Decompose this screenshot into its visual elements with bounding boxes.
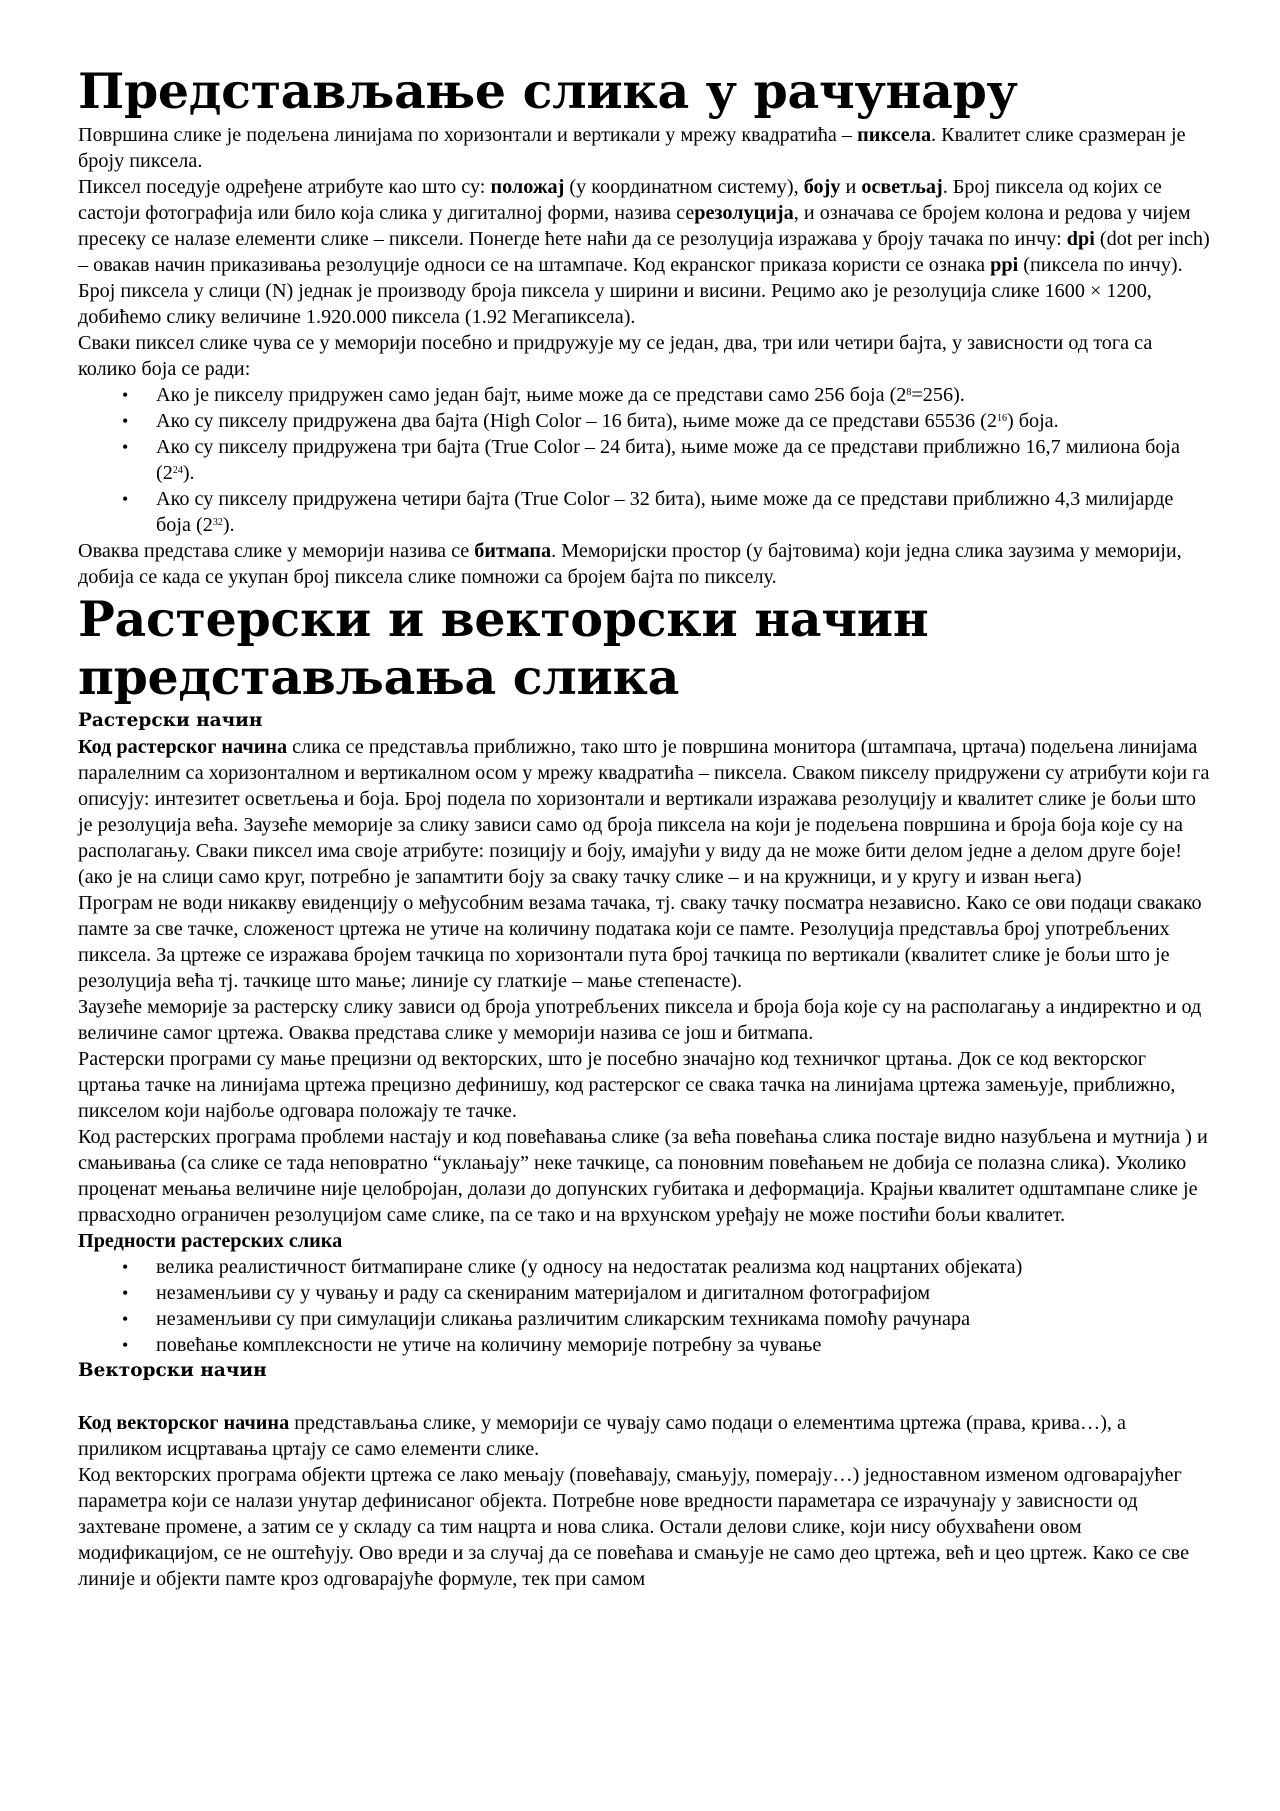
subheading-raster-advantages: Предности растерских слика <box>78 1230 343 1252</box>
paragraph-raster-memory: Заузеће меморије за растерску слику зависи од броја употребљених пиксела и броја боја које су на располагању а индиректно и од величине самог цртежа. Оваква представа слике у меморији назива се још и битмапа. <box>78 996 1202 1044</box>
raster-advantages-list <box>78 1254 1213 1358</box>
paragraph-raster-intro: Код растерског начина слика се представља приближно, тако што је површина монитора (штампача, цртача) подељена линијама паралелним са хоризонталном и вертикалном осом у мрежу квадратића – пиксела. Сваком пикселу придружени су атрибути који га описују: интезитет осветљења и боја. Број подела по хоризонтали и вертикали изражава резолуцију и квалитет слике је бољи што је резолуција већа. Заузеће меморије за слику зависи само од броја пиксела на који је подељена површина и броја боја које су на располагању. Сваки пиксел има своје атрибуте: позицију и боју, имајући у виду да не може бити делом једне а делом друге боје! (ако је на слици само круг, потребно је запамтити боју за сваку тачку слике – и на кружници, и у кругу и изван њега) <box>78 736 1210 888</box>
paragraph-pixel-attributes: Пиксел поседује одређене атрибуте као што су: положај (у координатном систему), боју и осветљај. Број пиксела од којих се састоји фотографија или било која слика у дигиталној форми, назива серезолуција, и означава се бројем колона и редова у чијем пресеку се налазе елементи слике – пиксели. Понегде ћете наћи да се резолуција изражава у броју тачака по инчу: dpi (dot per inch) – овакав начин приказивања резолуције односи се на штампаче. Код екранског приказа користи се ознака ppi (пиксела по инчу). <box>78 176 1210 276</box>
paragraph-vector-editing: Код векторских програма објекти цртежа се лако мењају (повећавају, смањују, померају…) једноставном изменом одговарајућег параметра који се налази унутар дефинисаног објекта. Потребне нове вредности параметара се израчунају у зависности од захтеване промене, а затим се у складу са тим нацрта и нова слика. Остали делови слике, који нису обухваћени овом модификацијом, се не оштећују. Ово вреди и за случај да се повећава и смањује не само део цртежа, већ и цео цртеж. Како се све линије и објекти памте кроз одговарајуће формуле, тек при самом <box>78 1464 1190 1590</box>
section-title-image-representation: Представљање слика у рачунару <box>78 62 1018 120</box>
list-item: • Ако су пикселу придружена три бајта (True Color – 24 бита), њиме може да се представи приближно 16,7 милиона боја $(2^{24})$. <box>156 434 1213 486</box>
list-item: • Ако су пикселу придружена четири бајта (True Color – 32 бита), њиме може да се представи приближно 4,3 милијарде боја $(2^{32})$. <box>156 486 1213 538</box>
paragraph-pixel-grid: Површина слике је подељена линијама по хоризонтали и вертикали у мрежу квадратића – пиксела. Квалитет слике сразмеран је броју пиксела. <box>78 124 1186 172</box>
list-item: • незаменљиви су у чувању и раду са скенираним материјалом и дигиталном фотографијом <box>156 1280 1213 1306</box>
list-item: • велика реалистичност битмапиране слике (у односу на недостатак реализма код нацртаних објеката) <box>156 1254 1213 1280</box>
paragraph-raster-precision: Растерски програми су мање прецизни од векторских, што је посебно значајно код техничког цртања. Док се код векторског цртања тачке на линијама цртежа прецизно дефинишу, код растерског се свака тачка на линијама цртежа замењује, приближно, пикселом који најбоље одговара положају те тачке. <box>78 1048 1176 1122</box>
list-item: • Ако су пикселу придружена два бајта (High Color – 16 бита), њиме може да се представи 65536 $(2^{16})$ боја. <box>156 408 1213 434</box>
list-item: • незаменљиви су при симулацији сликања различитим сликарским техникама помоћу рачунара <box>156 1306 1213 1332</box>
subheading-raster: Растерски начин <box>78 710 263 731</box>
subheading-vector: Векторски начин <box>78 1360 267 1381</box>
paragraph-pixel-count: Број пиксела у слици (N) једнак је производу броја пиксела у ширини и висини. Рецимо ако је резолуција слике 1600 × 1200, добићемо слику величине 1.920.000 пиксела (1.92 Мегапиксела). <box>78 280 1152 328</box>
paragraph-raster-scaling: Код растерских програма проблеми настају и код повећавања слике (за већа повећања слика постаје видно назубљена и мутнија ) и смањивања (са слике се тада неповратно “уклањају” неке тачкице, са поновним повећањем не добија се полазна слика). Уколико проценат мењања величине није целобројан, долази до допунских губитака и деформација. Крајњи квалитет одштампане слике је првасходно ограничен резолуцијом саме слике, па се тако и на врхунском уређају не може постићи бољи квалитет. <box>78 1126 1208 1226</box>
paragraph-bytes-per-pixel: Сваки пиксел слике чува се у меморији посебно и придружује му се један, два, три или четири бајта, у зависности од тога са колико боја се ради: <box>78 332 1153 380</box>
section-title-raster-vector: Растерски и векторски начин представљања слика <box>78 590 929 706</box>
color-depth-list <box>78 382 1213 538</box>
list-item: • повећање комплексности не утиче на количину меморије потребну за чување <box>156 1332 1213 1358</box>
paragraph-vector-intro: Код векторског начина представљања слике, у меморији се чувају само подаци о елементима цртежа (права, крива…), а приликом исцртавања цртају се само елементи слике. <box>78 1412 1126 1460</box>
paragraph-raster-program: Програм не води никакву евиденцију о међусобним везама тачака, тј. сваку тачку посматра независно. Како се ови подаци свакако памте за све тачке, сложеност цртежа не утиче на количину података који се памте. Резолуција представља број употребљених пиксела. За цртеже се изражава бројем тачкица по хоризонтали пута број тачкица по вертикали (квалитет слике је бољи што је резолуција већа тј. тачкице што мање; линије су глаткије – мање степенасте). <box>78 892 1202 992</box>
list-item: • Ако је пикселу придружен само један бајт, њиме може да се представи само 256 боја $(2^8=256)$. <box>156 382 1213 408</box>
blank-line <box>78 1384 1213 1410</box>
document-page <box>78 62 1213 1592</box>
paragraph-bitmap: Оваква представа слике у меморији назива се битмапа. Меморијски простор (у бајтовима) који једна слика заузима у меморији, добија се када се укупан број пиксела слике помножи са бројем бајта по пикселу. <box>78 540 1182 588</box>
